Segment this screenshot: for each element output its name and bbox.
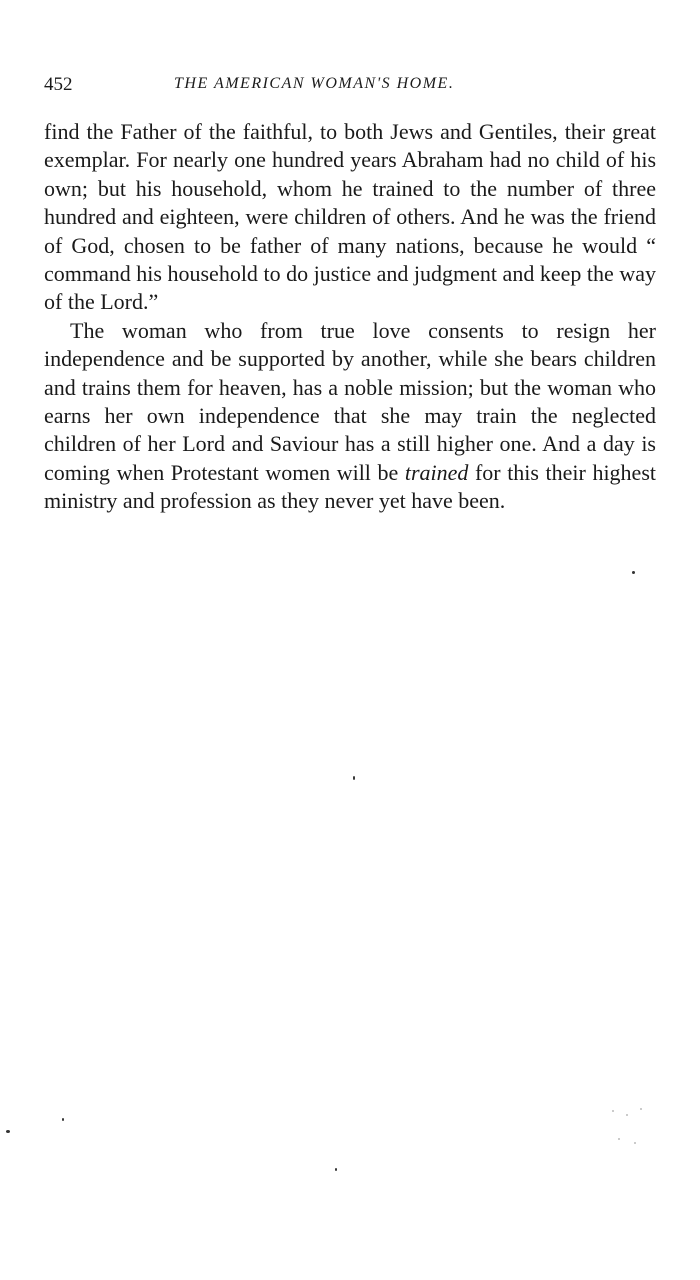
scan-speck [626, 1114, 628, 1116]
paragraph-1-text: find the Father of the faithful, to both Jews and Gentiles, their great exemplar. For nearly one hundred years Abraham had no child of his own; but his household, whom he trained to the number of three hundred and eighteen, were children of others. And he was the friend of God, chosen to be father of many nations, because he would “ command his household to do justice and judgment and keep the way of the Lord.” [44, 119, 656, 315]
scan-speck [618, 1138, 620, 1140]
scan-speck [6, 1130, 10, 1133]
emphasized-word: trained [404, 459, 469, 485]
body-text [44, 118, 656, 516]
scan-speck [634, 1142, 636, 1144]
scan-speck [640, 1108, 642, 1110]
scan-speck [612, 1110, 614, 1112]
running-title: THE AMERICAN WOMAN'S HOME. [174, 75, 455, 92]
paragraph-2-text-start: The woman who from true love consents to resign her independence and be supported by another, while she bears children and trains them for heaven, has a noble mission; but the woman who earns her own independence that she may train the neglected children of her Lord and Saviour has a still higher one. And a day is coming when Protestant women will be [44, 317, 656, 485]
paragraph-2 [44, 317, 656, 516]
scan-speck [353, 776, 355, 780]
paragraph-1 [44, 118, 656, 317]
scan-speck [62, 1118, 64, 1121]
scan-speck [632, 571, 635, 574]
running-head [44, 74, 656, 98]
scan-speck [335, 1168, 337, 1171]
page-number: 452 [44, 74, 73, 95]
paragraph-2-text-end: for this their highest ministry and profession as they never yet have been. [44, 459, 656, 514]
